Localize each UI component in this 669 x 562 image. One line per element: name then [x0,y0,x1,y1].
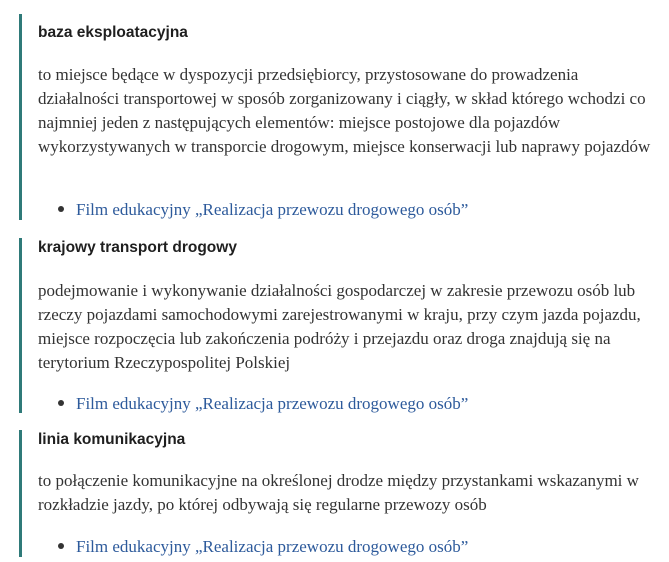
bullet-icon [58,206,64,212]
bullet-icon [58,400,64,406]
glossary-term: krajowy transport drogowy [38,239,237,256]
resource-link[interactable]: Film edukacyjny „Realizacja przewozu drogowego osób” [76,537,469,556]
glossary-definition: podejmowanie i wykonywanie działalności gospodarczej w zakresie przewozu osób lub rzeczy pojazdami samochodowymi zarejestrowanymi w kraju, przy czym jazda pojazdu, miejsce rozpoczęcia lub zakończenia podróży i przejazdu oraz droga znajdują się na terytorium Rzeczypospolitej Polskiej [38,281,641,372]
glossary-term: linia komunikacyjna [38,431,186,448]
resource-list-item [58,198,468,222]
resource-link[interactable]: Film edukacyjny „Realizacja przewozu drogowego osób” [76,394,469,413]
glossary-definition: to połączenie komunikacyjne na określonej drodze między przystankami wskazanymi w rozkładzie jazdy, po której odbywają się regularne przewozy osób [38,471,639,514]
glossary-term: baza eksploatacyjna [38,24,188,41]
glossary-entry [19,14,662,220]
bullet-icon [58,543,64,549]
glossary-definition: to miejsce będące w dyspozycji przedsiębiorcy, przystosowane do prowadzenia działalności transportowej w sposób zorganizowany i ciągły, w skład którego wchodzi co najmniej jeden z następujących elementów: miejsce postojowe dla pojazdów wykorzystywanych w transporcie drogowym, miejsce konserwacji lub naprawy pojazdów [38,65,651,156]
glossary-entry [19,430,662,557]
resource-link[interactable]: Film edukacyjny „Realizacja przewozu drogowego osób” [76,200,469,219]
resource-list-item [58,535,468,559]
resource-list-item [58,392,468,416]
glossary-entry [19,238,662,413]
